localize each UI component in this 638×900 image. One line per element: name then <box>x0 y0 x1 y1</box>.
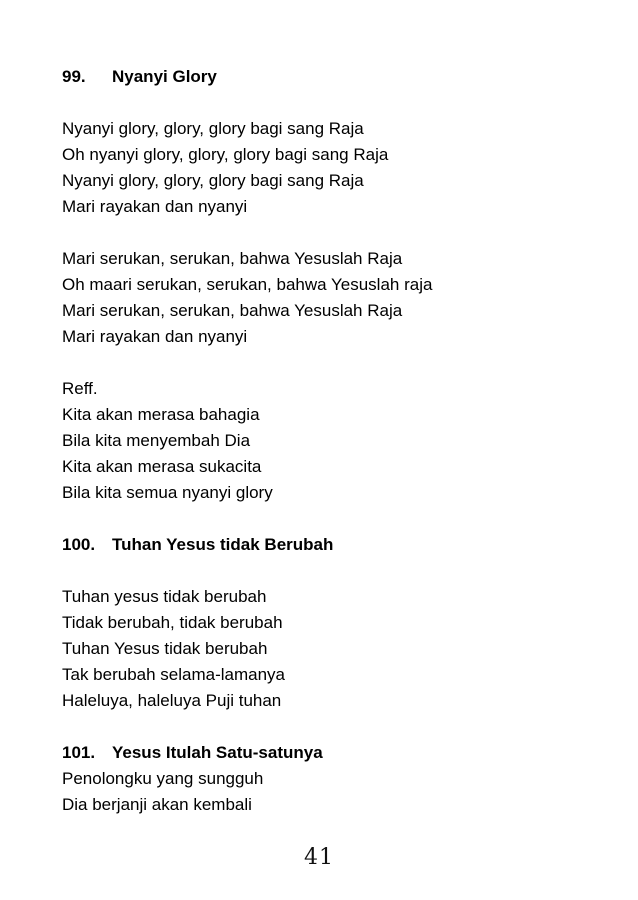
song-number: 99. <box>62 67 86 86</box>
song-title-text: Yesus Itulah Satu-satunya <box>112 743 323 762</box>
song-title <box>62 532 622 558</box>
stanza <box>62 116 622 220</box>
refrain-label: Reff. <box>62 379 98 398</box>
song-number: 101. <box>62 743 96 762</box>
lyric-line: Kita akan merasa bahagia <box>62 405 260 424</box>
lyric-line: Mari rayakan dan nyanyi <box>62 197 248 216</box>
lyric-line: Dia berjanji akan kembali <box>62 795 252 814</box>
stanza <box>62 584 622 714</box>
lyric-line: Tidak berubah, tidak berubah <box>62 613 283 632</box>
song-title <box>62 740 622 766</box>
lyric-line: Bila kita menyembah Dia <box>62 431 251 450</box>
lyric-line: Oh nyanyi glory, glory, glory bagi sang Raja <box>62 145 389 164</box>
song-99 <box>62 64 622 506</box>
song-title-text: Nyanyi Glory <box>112 67 217 86</box>
refrain <box>62 376 622 506</box>
lyric-line: Penolongku yang sungguh <box>62 769 264 788</box>
song-title-text: Tuhan Yesus tidak Berubah <box>112 535 334 554</box>
lyric-line: Nyanyi glory, glory, glory bagi sang Raja <box>62 119 364 138</box>
lyric-line: Mari serukan, serukan, bahwa Yesuslah Raja <box>62 249 403 268</box>
page-number: 41 <box>304 845 334 870</box>
song-100 <box>62 532 622 714</box>
lyric-line: Mari rayakan dan nyanyi <box>62 327 248 346</box>
lyric-line: Oh maari serukan, serukan, bahwa Yesuslah raja <box>62 275 433 294</box>
lyric-line: Tak berubah selama-lamanya <box>62 665 286 684</box>
song-number: 100. <box>62 535 96 554</box>
stanza <box>62 246 622 350</box>
stanza <box>62 766 622 818</box>
song-101 <box>62 740 622 818</box>
lyric-line: Tuhan yesus tidak berubah <box>62 587 267 606</box>
song-title <box>62 64 622 90</box>
lyric-line: Tuhan Yesus tidak berubah <box>62 639 268 658</box>
lyric-line: Bila kita semua nyanyi glory <box>62 483 273 502</box>
page-content <box>62 64 622 818</box>
lyric-line: Haleluya, haleluya Puji tuhan <box>62 691 282 710</box>
lyric-line: Mari serukan, serukan, bahwa Yesuslah Raja <box>62 301 403 320</box>
lyric-line: Kita akan merasa sukacita <box>62 457 262 476</box>
lyric-line: Nyanyi glory, glory, glory bagi sang Raja <box>62 171 364 190</box>
